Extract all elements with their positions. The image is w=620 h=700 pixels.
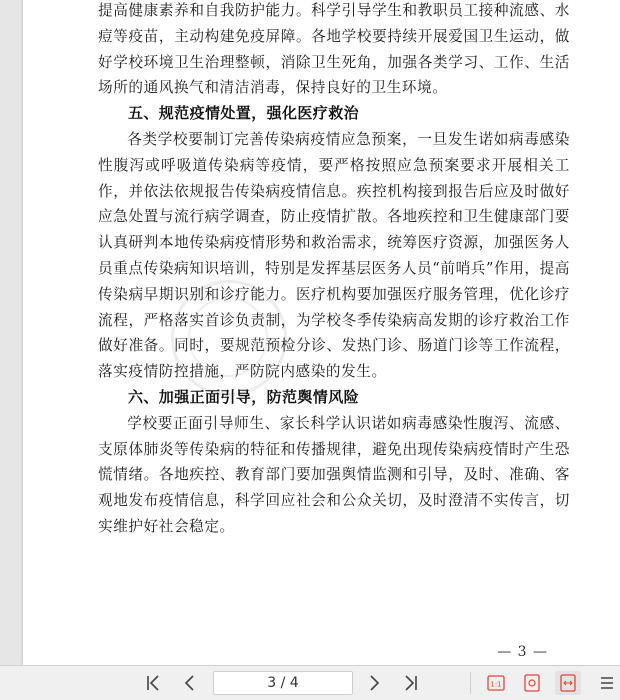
last-page-button[interactable]	[399, 672, 421, 694]
fit-page-button[interactable]	[519, 671, 545, 695]
actual-size-button[interactable]	[483, 671, 509, 695]
section-heading-6: 六、加强正面引导，防范舆情风险	[128, 387, 360, 406]
paragraph-top: 提高健康素养和自我防护能力。科学引导学生和教职员工接种流感、水痘等疫苗，主动构建免疫屏障。各地学校要持续开展爱国卫生运动，做好学校环境卫生治理整顿，消除卫生死角，加强各类学习、工作、生活场所的通风换气和清洁消毒，保持良好的卫生环境。	[98, 2, 570, 97]
fit-width-icon	[558, 673, 578, 693]
page-content	[98, 0, 570, 540]
section-heading-5: 五、规范疫情处置，强化医疗救治	[128, 104, 360, 123]
page-number-input[interactable]: 3 / 4	[213, 671, 353, 695]
more-button[interactable]	[596, 671, 618, 695]
last-page-icon	[401, 674, 419, 692]
page-number: — 3 —	[497, 644, 548, 660]
more-icon	[599, 674, 615, 692]
prev-page-icon	[181, 674, 199, 692]
prev-page-button[interactable]	[179, 672, 201, 694]
fit-width-button[interactable]	[555, 671, 581, 695]
next-page-button[interactable]	[363, 672, 385, 694]
fit-page-icon	[522, 673, 542, 693]
document-page	[23, 0, 620, 665]
next-page-icon	[365, 674, 383, 692]
first-page-button[interactable]	[143, 672, 165, 694]
actual-size-icon	[486, 673, 506, 693]
bottom-toolbar	[0, 665, 620, 700]
svg-text:1:1: 1:1	[490, 680, 502, 689]
paragraph-5: 各类学校要制订完善传染病疫情应急预案，一旦发生诺如病毒感染性腹泻或呼吸道传染病等疫情，要严格按照应急预案要求开展相关工作，并依法依规报告传染病疫情信息。疾控机构接到报告后应及时做好应急处置与流行病学调查，防止疫情扩散。各地疾控和卫生健康部门要认真研判本地传染病疫情形势和救治需求，统筹医疗资源，加强医务人员重点传染病知识培训，特别是发挥基层医务人员“前哨兵”作用，提高传染病早期识别和诊疗能力。医疗机构要加强医疗服务管理，优化诊疗流程，严格落实首诊负责制，为学校冬季传染病高发期的诊疗救治工作做好准备。同时，要规范预检分诊、发热门诊、肠道门诊等工作流程，落实疫情防控措施，严防院内感染的发生。	[98, 130, 570, 381]
paragraph-6: 学校要正面引导师生、家长科学认识诺如病毒感染性腹泻、流感、支原体肺炎等传染病的特征和传播规律，避免出现传染病疫情时产生恐慌情绪。各地疾控、教育部门要加强舆情监测和引导，及时、准确、客观地发布疫情信息，科学回应社会和公众关切，及时澄清不实传言，切实维护好社会稳定。	[98, 414, 570, 535]
toolbar-divider	[470, 672, 471, 694]
first-page-icon	[145, 674, 163, 692]
